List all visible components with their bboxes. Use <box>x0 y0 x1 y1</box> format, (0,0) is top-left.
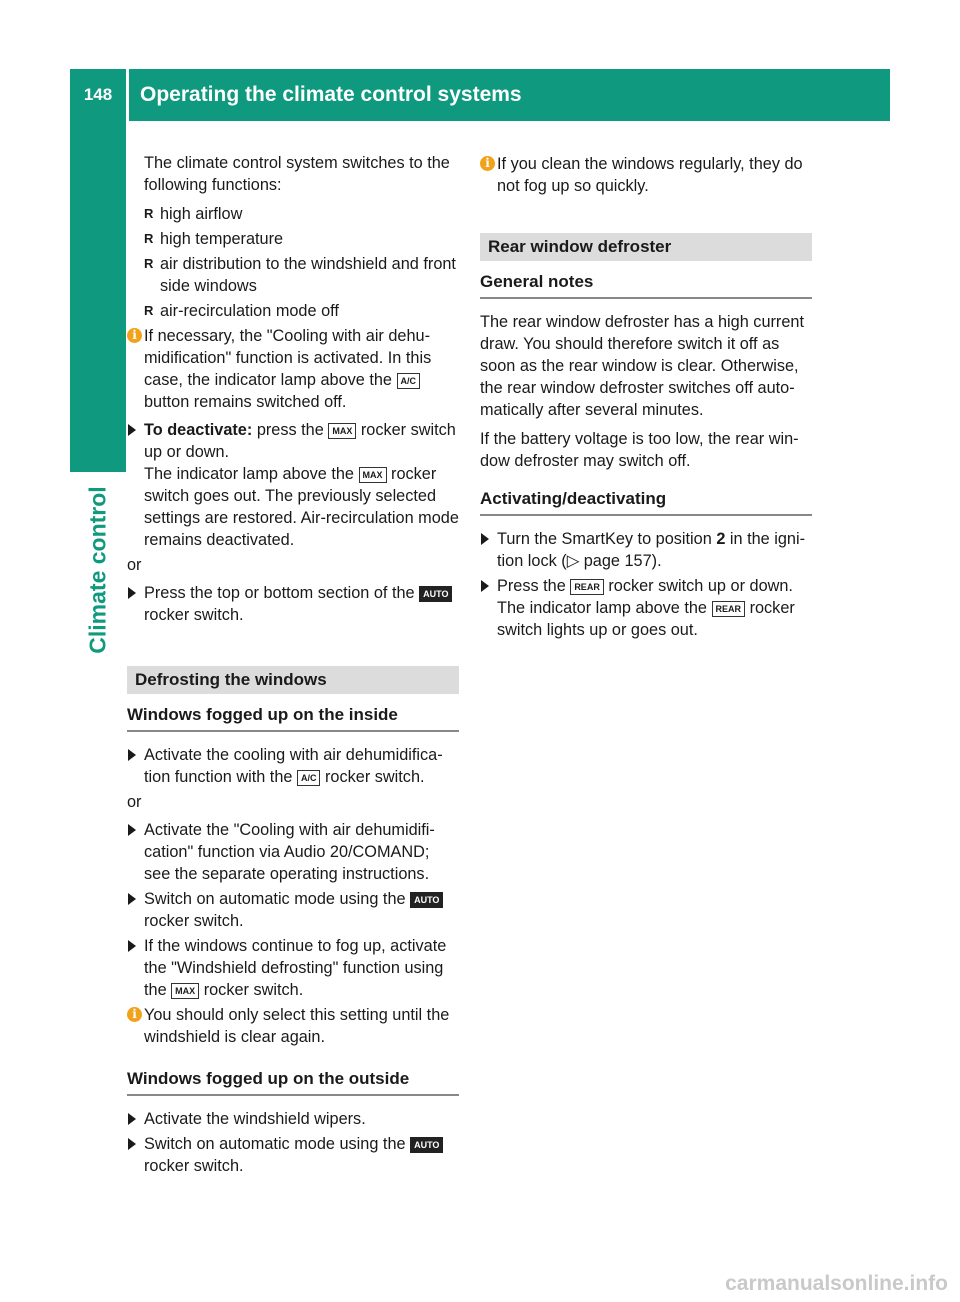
side-tab-label: Climate control <box>84 486 111 654</box>
section-heading-defrosting: Defrosting the windows <box>127 666 459 694</box>
step-outside-2: Switch on automatic mode using the AUTO rocker switch. <box>127 1133 459 1177</box>
or-text: or <box>127 556 142 574</box>
step-arrow-icon <box>128 824 136 836</box>
step-deactivate: To deactivate: press the MAX rocker switch up or down. The indicator lamp above the MAX rocker switch goes out. The previously selected settings are restored. Air-recirculation mode remains deactivated. <box>127 419 459 551</box>
subheading-inside: Windows fogged up on the inside <box>127 704 459 732</box>
rear-defrost-icon: REAR <box>712 601 746 617</box>
step-press-rear: Press the REAR rocker switch up or down. The indicator lamp above the REAR rocker switch lights up or goes out. <box>480 575 812 641</box>
step-arrow-icon <box>128 940 136 952</box>
step-arrow-icon <box>481 580 489 592</box>
subheading-activating: Activating/deactivating <box>480 488 812 516</box>
defrost-max-icon: MAX <box>328 423 356 439</box>
step-inside-1: Activate the cooling with air dehumidifica- tion function with the A/C rocker switch. <box>127 744 459 788</box>
list-item: R high airflow <box>127 203 459 225</box>
step-smartkey: Turn the SmartKey to position 2 in the igni- tion lock (▷ page 157). <box>480 528 812 572</box>
info-icon: i <box>480 156 495 171</box>
step-arrow-icon <box>128 749 136 761</box>
info-note: i If necessary, the "Cooling with air dehu- midification" function is activated. In this case, the indicator lamp above the A/C button remains switched off. <box>127 325 459 413</box>
step-inside-4: If the windows continue to fog up, activate the "Windshield defrosting" function using the MAX rocker switch. <box>127 935 459 1001</box>
step-arrow-icon <box>481 533 489 545</box>
watermark: carmanualsonline.info <box>725 1272 948 1295</box>
page-number: 148 <box>83 85 113 104</box>
list-item: R high temperature <box>127 228 459 250</box>
ac-button-icon: A/C <box>397 373 421 389</box>
defrost-max-icon: MAX <box>171 983 199 999</box>
list-item: R air distribution to the windshield and front side windows <box>127 253 459 297</box>
side-tab-block <box>70 121 126 472</box>
step-arrow-icon <box>128 893 136 905</box>
step-arrow-icon <box>128 587 136 599</box>
step-outside-1: Activate the windshield wipers. <box>127 1108 459 1130</box>
left-column <box>127 152 459 1180</box>
step-arrow-icon <box>128 1138 136 1150</box>
step-inside-3: Switch on automatic mode using the AUTO rocker switch. <box>127 888 459 932</box>
step-press-auto: Press the top or bottom section of the AUTO rocker switch. <box>127 582 459 626</box>
page-title: Operating the climate control systems <box>140 83 522 106</box>
page-reference-link[interactable]: page 157). <box>583 552 662 570</box>
info-icon: i <box>127 1007 142 1022</box>
auto-button-icon: AUTO <box>419 586 452 602</box>
step-arrow-icon <box>128 424 136 436</box>
intro-text: The climate control system switches to the following functions: <box>144 154 450 194</box>
page-ref-arrow-icon: ▷ <box>566 552 580 570</box>
header-divider <box>126 69 129 121</box>
subheading-outside: Windows fogged up on the outside <box>127 1068 459 1096</box>
section-heading-rear-defroster: Rear window defroster <box>480 233 812 261</box>
auto-button-icon: AUTO <box>410 892 443 908</box>
list-item: R air-recirculation mode off <box>127 300 459 322</box>
ac-button-icon: A/C <box>297 770 321 786</box>
step-inside-2: Activate the "Cooling with air dehumidifi- cation" function via Audio 20/COMAND; see the separate operating instructions. <box>127 819 459 885</box>
right-column <box>480 153 812 644</box>
subheading-general-notes: General notes <box>480 271 812 299</box>
info-icon: i <box>127 328 142 343</box>
or-text: or <box>127 793 142 811</box>
paragraph: If the battery voltage is too low, the rear win- dow defroster may switch off. <box>480 430 799 470</box>
step-arrow-icon <box>128 1113 136 1125</box>
auto-button-icon: AUTO <box>410 1137 443 1153</box>
paragraph: The rear window defroster has a high current draw. You should therefore switch it off as soon as the rear window is clear. Otherwise, the rear window defroster switches off auto- matically after several minutes. <box>480 313 804 419</box>
defrost-max-icon: MAX <box>359 467 387 483</box>
info-note: i You should only select this setting until the windshield is clear again. <box>127 1004 459 1048</box>
info-note: i If you clean the windows regularly, they do not fog up so quickly. <box>480 153 812 197</box>
rear-defrost-icon: REAR <box>570 579 604 595</box>
